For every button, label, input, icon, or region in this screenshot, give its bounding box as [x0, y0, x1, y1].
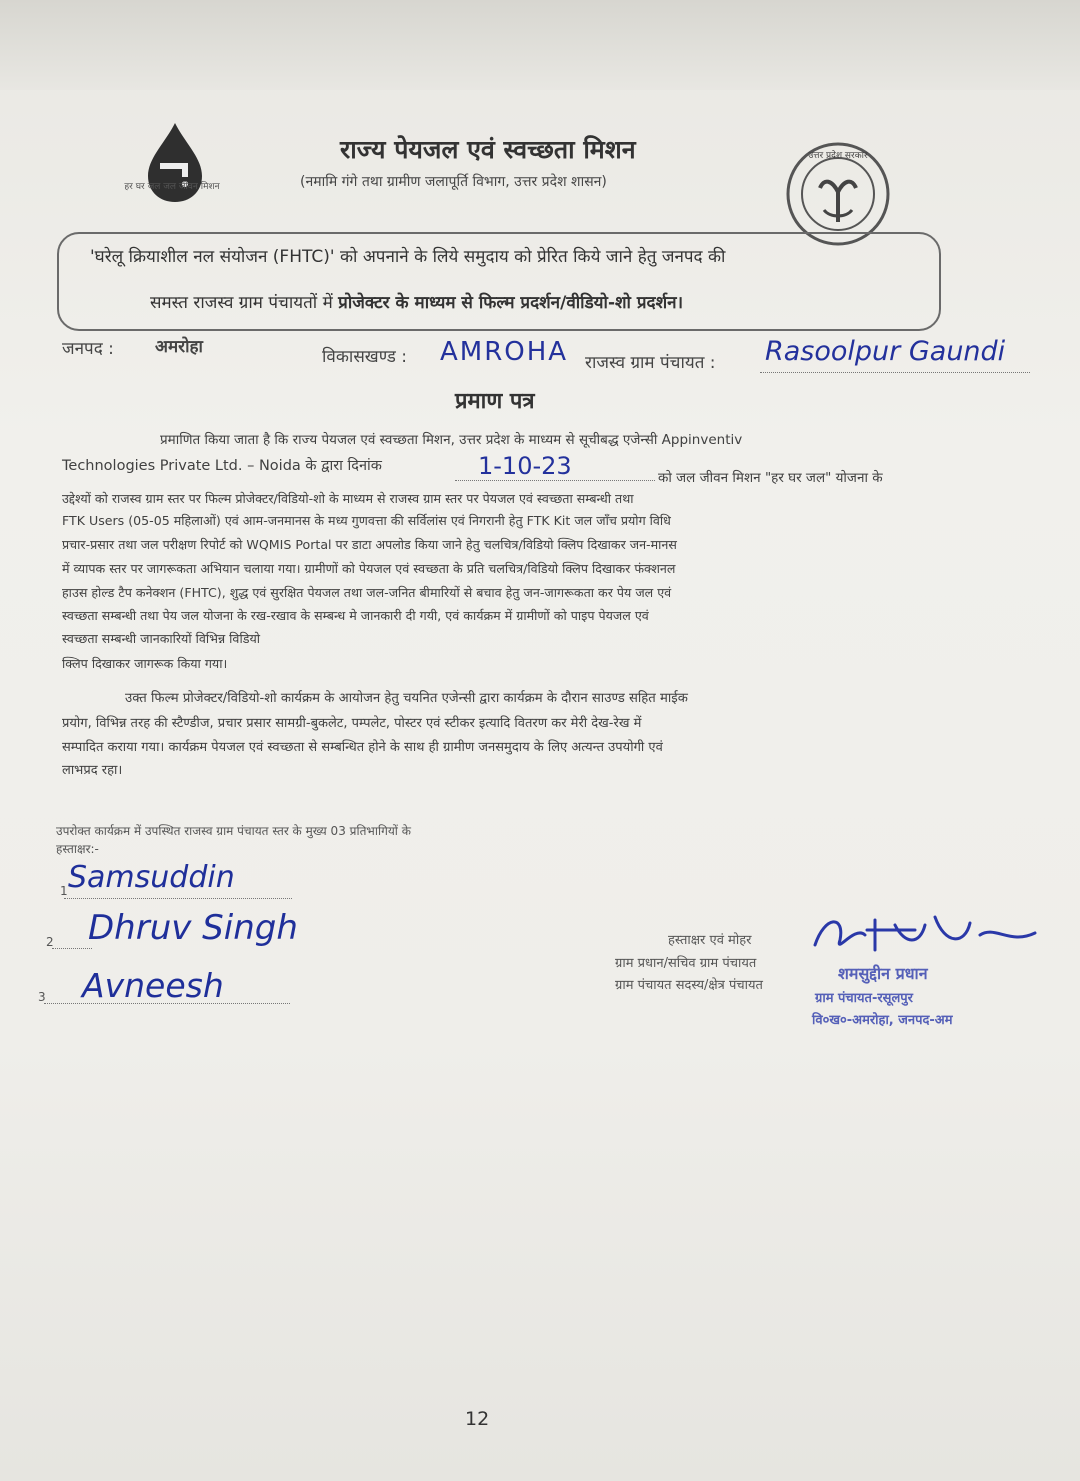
seal-text: उत्तर प्रदेश सरकार: [808, 151, 868, 161]
body-line: प्रमाणित किया जाता है कि राज्य पेयजल एवं स्वच्छता मिशन, उत्तर प्रदेश के माध्यम से सूचीबद्ध एजेन्सी Appinventiv: [160, 432, 743, 448]
signatory-line: ग्राम पंचायत सदस्य/क्षेत्र पंचायत: [615, 978, 763, 993]
body-line: लाभप्रद रहा।: [62, 763, 123, 778]
logo-caption: हर घर जल जल जीवन मिशन: [124, 182, 220, 192]
participant-number: 1: [60, 884, 68, 898]
signatory-line: ग्राम प्रधान/सचिव ग्राम पंचायत: [615, 956, 757, 971]
body-line: स्वच्छता सम्बन्धी तथा पेय जल योजना के रख-रखाव के सम्बन्ध मे जानकारी दी गयी, एवं कार्यक्रम में ग्रामीणों को पाइप पेयजल एवं: [62, 608, 649, 623]
block-label: विकासखण्ड :: [322, 347, 408, 367]
participant-signature: Samsuddin: [68, 860, 235, 895]
participant-number: 3: [38, 990, 46, 1004]
participants-intro: उपरोक्त कार्यक्रम में उपस्थित राजस्व ग्राम पंचायत स्तर के मुख्य 03 प्रतिभागियों के: [56, 824, 411, 838]
event-date: 1-10-23: [478, 452, 572, 480]
district-value: अमरोहा: [155, 337, 203, 357]
pradhan-signature: [805, 905, 1045, 965]
signature-line: [52, 948, 92, 949]
participant-signature: Avneesh: [82, 966, 224, 1005]
body-line: उद्देश्यों को राजस्व ग्राम स्तर पर फिल्म प्रोजेक्टर/विडियो-शो के माध्यम से राजस्व ग्राम स्तर पर पेयजल एवं स्वच्छता सम्बन्धी तथा: [62, 491, 634, 506]
box-line-2-plain: समस्त राजस्व ग्राम पंचायतों में: [150, 293, 339, 313]
district-label: जनपद :: [62, 339, 114, 359]
participant-number: 2: [46, 935, 54, 949]
paper-fold-shadow: [0, 0, 1080, 90]
body-line: स्वच्छता सम्बन्धी जानकारियों विभिन्न विडियो: [62, 631, 261, 646]
box-line-2: [150, 290, 950, 313]
jal-jeevan-mission-logo: [130, 118, 220, 228]
body-line: में व्यापक स्तर पर जागरूकता अभियान चलाया गया। ग्रामीणों को पेयजल एवं स्वच्छता के प्रति चलचित्र/विडियो क्लिप दिखाकर फंक्शनल: [62, 561, 676, 576]
box-line-1: 'घरेलू क्रियाशील नल संयोजन (FHTC)' को अपनाने के लिये समुदाय को प्रेरित किये जाने हेतु जनपद की: [90, 247, 726, 267]
certificate-heading: प्रमाण पत्र: [455, 389, 535, 414]
stamp-line: ग्राम पंचायत-रसूलपुर: [815, 991, 913, 1006]
panchayat-underline: [760, 372, 1030, 373]
date-underline: [455, 480, 655, 481]
stamp-line: शमसुद्दीन प्रधान: [838, 964, 928, 983]
body-line: को जल जीवन मिशन "हर घर जल" योजना के: [658, 470, 883, 486]
page-number: 12: [465, 1408, 490, 1430]
body-line: Technologies Private Ltd. – Noida के द्वारा दिनांक: [62, 458, 382, 474]
signature-line: [64, 898, 292, 899]
body-line: सम्पादित कराया गया। कार्यक्रम पेयजल एवं स्वच्छता से सम्बन्धित होने के साथ ही ग्रामीण जनसमुदाय के लिए अत्यन्त उपयोगी एवं: [62, 740, 663, 755]
body-line: प्रचार-प्रसार तथा जल परीक्षण रिपोर्ट को WQMIS Portal पर डाटा अपलोड किया जाने हेतु चलचित्र/विडियो क्लिप दिखाकर जन-मानस: [62, 537, 677, 552]
participant-signature: Dhruv Singh: [88, 908, 298, 948]
signature-line: [44, 1003, 290, 1004]
body-line: उक्त फिल्म प्रोजेक्टर/विडियो-शो कार्यक्रम के आयोजन हेतु चयनित एजेन्सी द्वारा कार्यक्रम के दौरान साउण्ड सहित माईक: [125, 691, 688, 706]
signatory-line: हस्ताक्षर एवं मोहर: [668, 933, 752, 948]
body-line: FTK Users (05-05 महिलाओं) एवं आम-जनमानस के मध्य गुणवत्ता की सर्विलांस एवं निगरानी हेतु FTK Kit जल जाँच प्रयोग विधि: [62, 513, 671, 528]
participants-intro-2: हस्ताक्षर:-: [56, 842, 99, 856]
body-line: प्रयोग, विभिन्न तरह की स्टैण्डीज, प्रचार प्रसार सामग्री-बुकलेट, पम्पलेट, पोस्टर एवं स्टीकर इत्यादि वितरण कर मेरी देख-रेख में: [62, 716, 642, 731]
panchayat-label: राजस्व ग्राम पंचायत :: [585, 353, 716, 373]
block-value: AMROHA: [440, 337, 569, 367]
page-subtitle: (नमामि गंगे तथा ग्रामीण जलापूर्ति विभाग, उत्तर प्रदेश शासन): [300, 174, 607, 190]
panchayat-value: Rasoolpur Gaundi: [765, 336, 1006, 367]
body-line: हाउस होल्ड टैप कनेक्शन (FHTC), शुद्ध एवं सुरक्षित पेयजल तथा जल-जनित बीमारियों से बचाव हेतु जन-जागरूकता कर पेय जल एवं: [62, 585, 672, 600]
stamp-line: वि०ख०-अमरोहा, जनपद-अम: [812, 1013, 953, 1028]
page-title: राज्य पेयजल एवं स्वच्छता मिशन: [340, 135, 636, 164]
body-line: क्लिप दिखाकर जागरूक किया गया।: [62, 656, 228, 671]
box-line-2-bold: प्रोजेक्टर के माध्यम से फिल्म प्रदर्शन/वीडियो-शो प्रदर्शन।: [338, 293, 684, 313]
